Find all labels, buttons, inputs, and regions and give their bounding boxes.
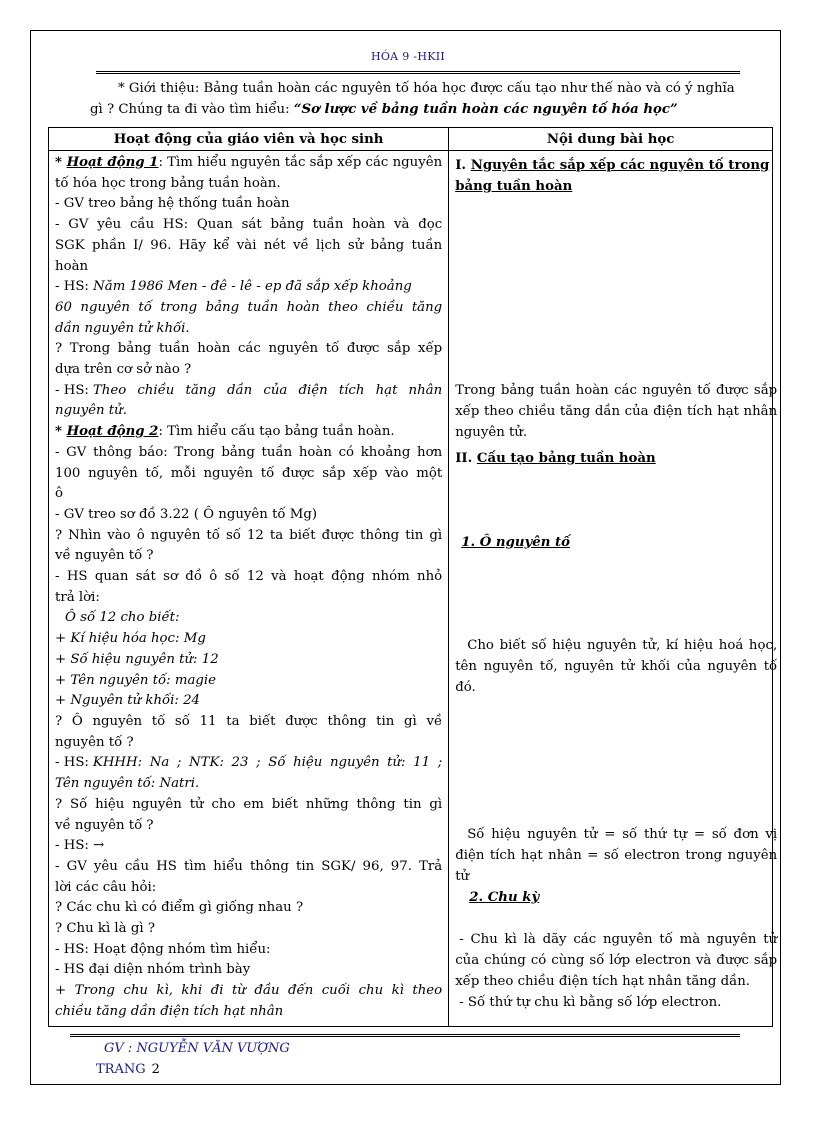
text-line: + Kí hiệu hóa học: Mg bbox=[55, 631, 206, 647]
footer-rule bbox=[70, 1034, 740, 1035]
text-line: - GV yêu cầu HS: Quan sát bảng tuần hoàn và đọc bbox=[55, 217, 443, 233]
table-header-row bbox=[49, 128, 773, 151]
text-line: + Số hiệu nguyên tử: 12 bbox=[55, 651, 219, 667]
page-number-value: 2 bbox=[151, 1062, 160, 1077]
page-header-title: HÓA 9 -HKII bbox=[370, 50, 446, 63]
text-line: Tên nguyên tố: Natri. bbox=[55, 776, 200, 792]
activities-cell bbox=[49, 151, 449, 1027]
text-line: hoàn bbox=[55, 258, 89, 274]
text-line: lời các câu hỏi: bbox=[55, 879, 157, 895]
text-line: 100 nguyên tố, mỗi nguyên tố được sắp xếp vào một bbox=[55, 465, 443, 481]
text-line: tố hóa học trong bảng tuần hoàn. bbox=[55, 175, 281, 191]
footer-rule-thin bbox=[70, 1036, 740, 1037]
subsection-period: 2. Chu kỳ bbox=[469, 890, 540, 905]
activity-2-heading: * Hoạt động 2: Tìm hiểu cấu tạo bảng tuần hoàn. bbox=[55, 424, 395, 440]
activity-2-label: Hoạt động 2 bbox=[66, 424, 159, 440]
content-cell bbox=[449, 151, 778, 1027]
text-line: dựa trên cơ sở nào ? bbox=[55, 362, 192, 378]
section-1-content: Trong bảng tuần hoàn các nguyên tố được sắp xếp theo chiều tăng dần của điện tích hạt nhân nguyên tử. bbox=[455, 383, 778, 440]
text-line: ? Trong bảng tuần hoàn các nguyên tố được sắp xếp bbox=[55, 341, 443, 357]
section-2-heading: II. Cấu tạo bảng tuần hoàn bbox=[455, 451, 656, 466]
text-line: ? Số hiệu nguyên tử cho em biết những thông tin gì bbox=[55, 796, 443, 812]
intro-paragraph bbox=[90, 78, 748, 120]
text-line: + Nguyên tử khối: 24 bbox=[55, 693, 201, 709]
text-line: ô bbox=[55, 486, 64, 502]
text-line: 60 nguyên tố trong bảng tuần hoàn theo chiều tăng bbox=[55, 299, 443, 315]
text-line: - GV treo bảng hệ thống tuần hoàn bbox=[55, 196, 290, 212]
text-line: + Trong chu kì, khi đi từ đầu đến cuối chu kì theo bbox=[55, 983, 443, 999]
teacher-name: GV : NGUYỄN VĂN VƯỢNG bbox=[104, 1041, 290, 1056]
text-line: - HS: Theo chiều tăng dần của điện tích hạt nhân bbox=[55, 382, 443, 398]
text-line: trả lời: bbox=[55, 589, 100, 605]
text-line: chiều tăng dần điện tích hạt nhân bbox=[55, 1003, 284, 1019]
section-1-heading: I. Nguyên tắc sắp xếp các nguyên tố trong bảng tuần hoàn bbox=[455, 158, 770, 194]
table-body-row bbox=[49, 151, 773, 1027]
text-line: về nguyên tố ? bbox=[55, 548, 154, 564]
text-line: - GV yêu cầu HS tìm hiểu thông tin SGK/ 96, 97. Trả bbox=[55, 858, 443, 874]
text-line: - HS quan sát sơ đồ ô số 12 và hoạt động nhóm nhỏ bbox=[55, 569, 443, 585]
text-line: ? Chu kì là gì ? bbox=[55, 921, 155, 937]
text-line: - HS: → bbox=[55, 838, 105, 854]
atomic-number-content: Số hiệu nguyên tử = số thứ tự = số đơn vị điện tích hạt nhân = số electron trong nguyên tử bbox=[455, 827, 778, 884]
text-line: Ô số 12 cho biết: bbox=[65, 610, 180, 626]
page-number bbox=[96, 1062, 160, 1077]
text-line: - HS: Năm 1986 Men - đê - lê - ep đã sắp xếp khoảng bbox=[55, 279, 412, 295]
intro-line-1: * Giới thiệu: Bảng tuần hoàn các nguyên tố hóa học được cấu tạo như thế nào và có ý nghĩa bbox=[118, 81, 735, 96]
col-header-activities: Hoạt động của giáo viên và học sinh bbox=[49, 128, 449, 151]
text-line: nguyên tử. bbox=[55, 403, 127, 419]
page-label: TRANG bbox=[96, 1062, 146, 1077]
lesson-table bbox=[48, 127, 778, 1027]
text-line: - HS: Hoạt động nhóm tìm hiểu: bbox=[55, 941, 271, 957]
intro-prefix: gì ? Chúng ta đi vào tìm hiểu: bbox=[90, 102, 294, 117]
header-rule bbox=[96, 71, 740, 72]
header-rule-thin bbox=[96, 73, 740, 74]
activity-1-label: Hoạt động 1 bbox=[66, 155, 159, 170]
text-line: + Tên nguyên tố: magie bbox=[55, 672, 217, 688]
lesson-title: “Sơ lược về bảng tuần hoàn các nguyên tố hóa học” bbox=[293, 102, 678, 117]
text-line: ? Ô nguyên tố số 11 ta biết được thông tin gì về bbox=[55, 713, 443, 729]
text-line: ? Nhìn vào ô nguyên tố số 12 ta biết được thông tin gì bbox=[55, 527, 443, 543]
text-line: ? Các chu kì có điểm gì giống nhau ? bbox=[55, 900, 304, 916]
text-line: nguyên tố ? bbox=[55, 734, 134, 750]
subsection-element-cell: 1. Ô nguyên tố bbox=[461, 535, 571, 550]
col-header-content: Nội dung bài học bbox=[449, 128, 773, 151]
text-line: - GV thông báo: Trong bảng tuần hoàn có khoảng hơn bbox=[55, 444, 443, 460]
text-line: - HS: KHHH: Na ; NTK: 23 ; Số hiệu nguyên tử: 11 ; bbox=[55, 755, 443, 771]
text-line: - GV treo sơ đồ 3.22 ( Ô nguyên tố Mg) bbox=[55, 506, 318, 522]
text-line: dần nguyên tử khối. bbox=[55, 320, 190, 336]
intro-line-2 bbox=[90, 99, 748, 120]
text-line: SGK phần I/ 96. Hãy kể vài nét về lịch sử bảng tuần bbox=[55, 237, 443, 253]
element-cell-content: Cho biết số hiệu nguyên tử, kí hiệu hoá học, tên nguyên tố, nguyên tử khối của nguyên tố đó. bbox=[455, 638, 778, 695]
text-line: về nguyên tố ? bbox=[55, 817, 154, 833]
period-content: - Chu kì là dãy các nguyên tố mà nguyên tử của chúng có cùng số lớp electron và được sắp xếp theo chiều điện tích hạt nhân tăng dần. - Số thứ tự chu kì bằng số lớp electron. bbox=[455, 932, 778, 1010]
activity-1-heading: * Hoạt động 1: Tìm hiểu nguyên tắc sắp xếp các nguyên bbox=[55, 155, 443, 170]
text-line: - HS đại diện nhóm trình bày bbox=[55, 962, 251, 978]
